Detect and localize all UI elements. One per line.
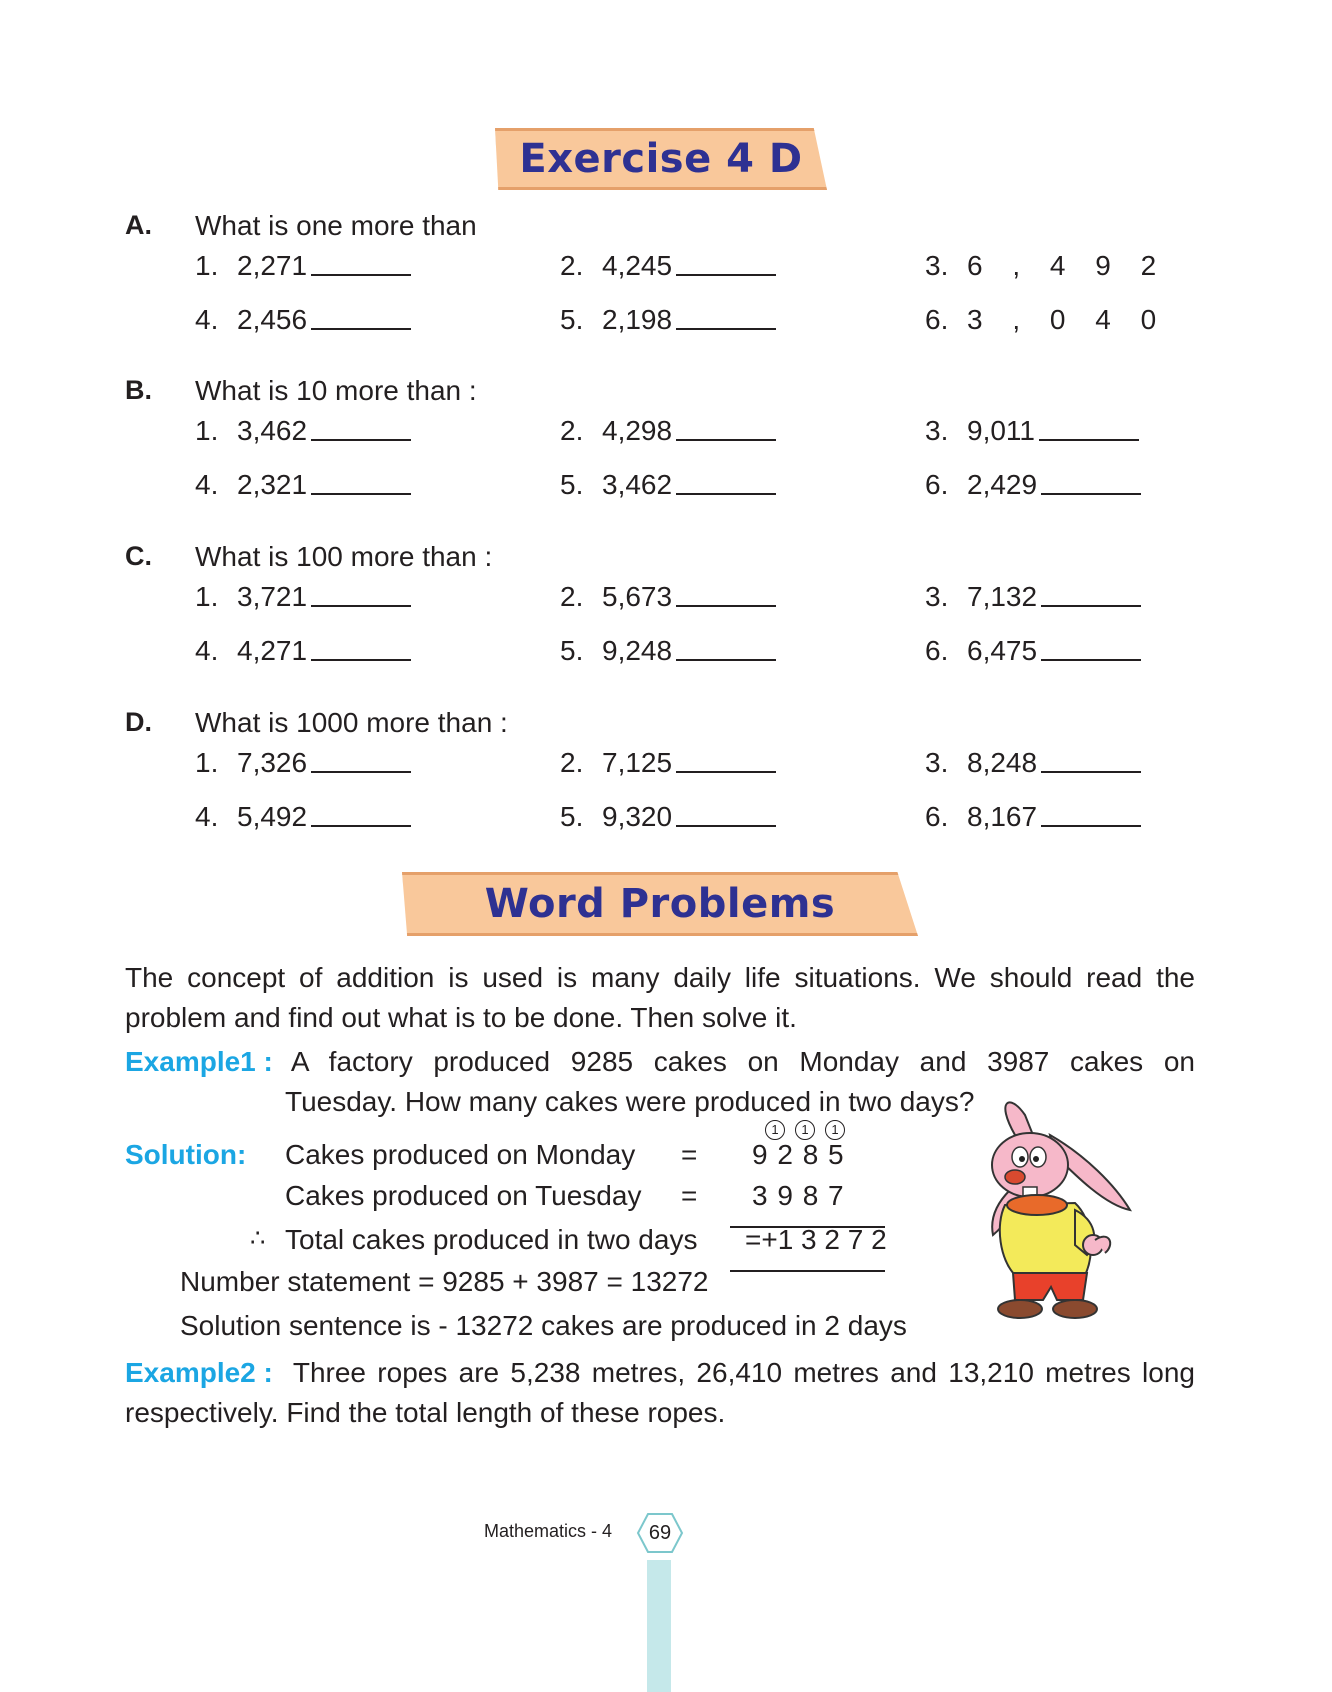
section-letter: B. bbox=[125, 375, 152, 405]
answer-blank[interactable] bbox=[676, 438, 776, 441]
carry-mark: 1 bbox=[825, 1120, 845, 1140]
exercise-item bbox=[925, 415, 1139, 447]
word-problems-title: Word Problems bbox=[484, 881, 836, 927]
item-number: 3. bbox=[925, 415, 949, 446]
solution-label: Solution: bbox=[125, 1139, 247, 1170]
item-number: 6. bbox=[925, 304, 949, 335]
exercise-item bbox=[560, 581, 776, 613]
item-value: 9,320 bbox=[602, 801, 673, 832]
item-number: 4. bbox=[195, 469, 219, 500]
item-value: 6 , 4 9 2 bbox=[967, 250, 1157, 281]
answer-blank[interactable] bbox=[311, 492, 411, 495]
section-question: What is 10 more than : bbox=[195, 375, 477, 406]
exercise-item bbox=[195, 747, 411, 779]
row3-label: Total cakes produced in two days bbox=[285, 1224, 698, 1255]
item-number: 2. bbox=[560, 415, 584, 446]
answer-blank[interactable] bbox=[676, 770, 776, 773]
row1-value: 9 2 8 5 bbox=[752, 1139, 845, 1170]
section-question: What is 1000 more than : bbox=[195, 707, 508, 738]
item-value: 3 , 0 4 0 bbox=[967, 304, 1157, 335]
rabbit-illustration bbox=[975, 1095, 1150, 1325]
exercise-item bbox=[925, 801, 1141, 833]
example2-text2: respectively. Find the total length of these ropes. bbox=[125, 1397, 726, 1428]
exercise-item bbox=[925, 635, 1141, 667]
exercise-title-banner bbox=[495, 128, 827, 190]
item-value: 8,167 bbox=[967, 801, 1038, 832]
item-number: 1. bbox=[195, 747, 219, 778]
carry-mark: 1 bbox=[795, 1120, 815, 1140]
item-value: 9,011 bbox=[967, 415, 1035, 446]
carry-mark: 1 bbox=[765, 1120, 785, 1140]
example1-text2: Tuesday. How many cakes were produced in two days? bbox=[285, 1086, 975, 1117]
item-number: 2. bbox=[560, 581, 584, 612]
item-value: 3,462 bbox=[237, 415, 308, 446]
answer-blank[interactable] bbox=[1041, 658, 1141, 661]
exercise-item bbox=[195, 469, 411, 501]
section-question: What is 100 more than : bbox=[195, 541, 493, 572]
item-value: 3,462 bbox=[602, 469, 673, 500]
row1-label: Cakes produced on Monday bbox=[285, 1139, 636, 1170]
exercise-item bbox=[925, 747, 1141, 779]
answer-blank[interactable] bbox=[311, 658, 411, 661]
item-number: 3. bbox=[925, 581, 949, 612]
item-number: 4. bbox=[195, 635, 219, 666]
item-number: 3. bbox=[925, 250, 949, 281]
exercise-item bbox=[925, 304, 1156, 336]
example1-label: Example1 : bbox=[125, 1046, 273, 1077]
answer-blank[interactable] bbox=[311, 438, 411, 441]
item-number: 6. bbox=[925, 469, 949, 500]
item-number: 1. bbox=[195, 250, 219, 281]
row3-value: =+1 3 2 7 2 bbox=[745, 1224, 887, 1255]
item-value: 4,245 bbox=[602, 250, 673, 281]
item-value: 2,429 bbox=[967, 469, 1038, 500]
item-value: 8,248 bbox=[967, 747, 1038, 778]
row2-label: Cakes produced on Tuesday bbox=[285, 1180, 642, 1211]
row1-eq: = bbox=[681, 1139, 698, 1170]
item-value: 2,456 bbox=[237, 304, 308, 335]
item-number: 2. bbox=[560, 250, 584, 281]
sum-rule-bottom bbox=[730, 1270, 885, 1272]
number-statement: Number statement = 9285 + 3987 = 13272 bbox=[180, 1266, 709, 1297]
exercise-item bbox=[195, 250, 411, 282]
item-number: 3. bbox=[925, 747, 949, 778]
word-problems-banner bbox=[402, 872, 918, 936]
item-value: 2,271 bbox=[237, 250, 308, 281]
exercise-item bbox=[195, 304, 411, 336]
item-number: 5. bbox=[560, 801, 584, 832]
answer-blank[interactable] bbox=[311, 273, 411, 276]
intro-paragraph: The concept of addition is used is many daily life situations. We should read the problem and find out what is to be done. Then solve it. bbox=[125, 962, 1195, 1033]
exercise-item bbox=[560, 304, 776, 336]
item-number: 1. bbox=[195, 415, 219, 446]
answer-blank[interactable] bbox=[311, 824, 411, 827]
exercise-item bbox=[195, 801, 411, 833]
item-value: 2,321 bbox=[237, 469, 308, 500]
answer-blank[interactable] bbox=[676, 604, 776, 607]
section-letter: A. bbox=[125, 210, 152, 240]
item-value: 5,492 bbox=[237, 801, 308, 832]
item-value: 5,673 bbox=[602, 581, 673, 612]
row2-value: 3 9 8 7 bbox=[752, 1180, 845, 1211]
section-letter: D. bbox=[125, 707, 152, 737]
example1-text1: A factory produced 9285 cakes on Monday and 3987 cakes on bbox=[290, 1046, 1195, 1077]
answer-blank[interactable] bbox=[311, 327, 411, 330]
answer-blank[interactable] bbox=[676, 658, 776, 661]
footer-subject: Mathematics - 4 bbox=[484, 1521, 613, 1541]
answer-blank[interactable] bbox=[311, 770, 411, 773]
item-number: 5. bbox=[560, 469, 584, 500]
answer-blank[interactable] bbox=[1041, 770, 1141, 773]
item-value: 7,326 bbox=[237, 747, 308, 778]
answer-blank[interactable] bbox=[1039, 438, 1139, 441]
answer-blank[interactable] bbox=[676, 273, 776, 276]
item-value: 6,475 bbox=[967, 635, 1038, 666]
exercise-item bbox=[925, 581, 1141, 613]
exercise-title: Exercise 4 D bbox=[519, 136, 803, 182]
exercise-item bbox=[195, 581, 411, 613]
item-number: 4. bbox=[195, 801, 219, 832]
item-value: 4,298 bbox=[602, 415, 673, 446]
item-value: 3,721 bbox=[237, 581, 308, 612]
example2-label: Example2 : bbox=[125, 1357, 273, 1388]
exercise-item bbox=[560, 801, 776, 833]
item-value: 7,132 bbox=[967, 581, 1038, 612]
item-number: 2. bbox=[560, 747, 584, 778]
exercise-item bbox=[925, 469, 1141, 501]
section-letter: C. bbox=[125, 541, 152, 571]
item-number: 6. bbox=[925, 801, 949, 832]
item-number: 1. bbox=[195, 581, 219, 612]
exercise-item bbox=[560, 469, 776, 501]
example2-text1: Three ropes are 5,238 metres, 26,410 metres and 13,210 metres long bbox=[292, 1357, 1195, 1388]
item-value: 2,198 bbox=[602, 304, 673, 335]
item-value: 4,271 bbox=[237, 635, 308, 666]
answer-blank[interactable] bbox=[1041, 492, 1141, 495]
item-value: 7,125 bbox=[602, 747, 673, 778]
answer-blank[interactable] bbox=[676, 824, 776, 827]
example2-line1 bbox=[125, 1357, 1195, 1389]
answer-blank[interactable] bbox=[1041, 824, 1141, 827]
page-number: 69 bbox=[648, 1522, 672, 1544]
section-question: What is one more than bbox=[195, 210, 477, 241]
exercise-item bbox=[560, 415, 776, 447]
answer-blank[interactable] bbox=[676, 327, 776, 330]
item-number: 5. bbox=[560, 635, 584, 666]
exercise-item bbox=[195, 415, 411, 447]
exercise-item bbox=[195, 635, 411, 667]
item-number: 4. bbox=[195, 304, 219, 335]
therefore-symbol: ∴ bbox=[250, 1225, 266, 1252]
exercise-item bbox=[560, 635, 776, 667]
item-value: 9,248 bbox=[602, 635, 673, 666]
exercise-item bbox=[560, 747, 776, 779]
example1-line1 bbox=[125, 1046, 1195, 1078]
solution-sentence: Solution sentence is - 13272 cakes are produced in 2 days bbox=[180, 1310, 907, 1341]
answer-blank[interactable] bbox=[311, 604, 411, 607]
answer-blank[interactable] bbox=[1041, 604, 1141, 607]
page-tab-strip bbox=[647, 1560, 671, 1692]
item-number: 6. bbox=[925, 635, 949, 666]
row2-eq: = bbox=[681, 1180, 698, 1211]
exercise-item bbox=[925, 250, 1156, 282]
exercise-item bbox=[560, 250, 776, 282]
answer-blank[interactable] bbox=[676, 492, 776, 495]
item-number: 5. bbox=[560, 304, 584, 335]
